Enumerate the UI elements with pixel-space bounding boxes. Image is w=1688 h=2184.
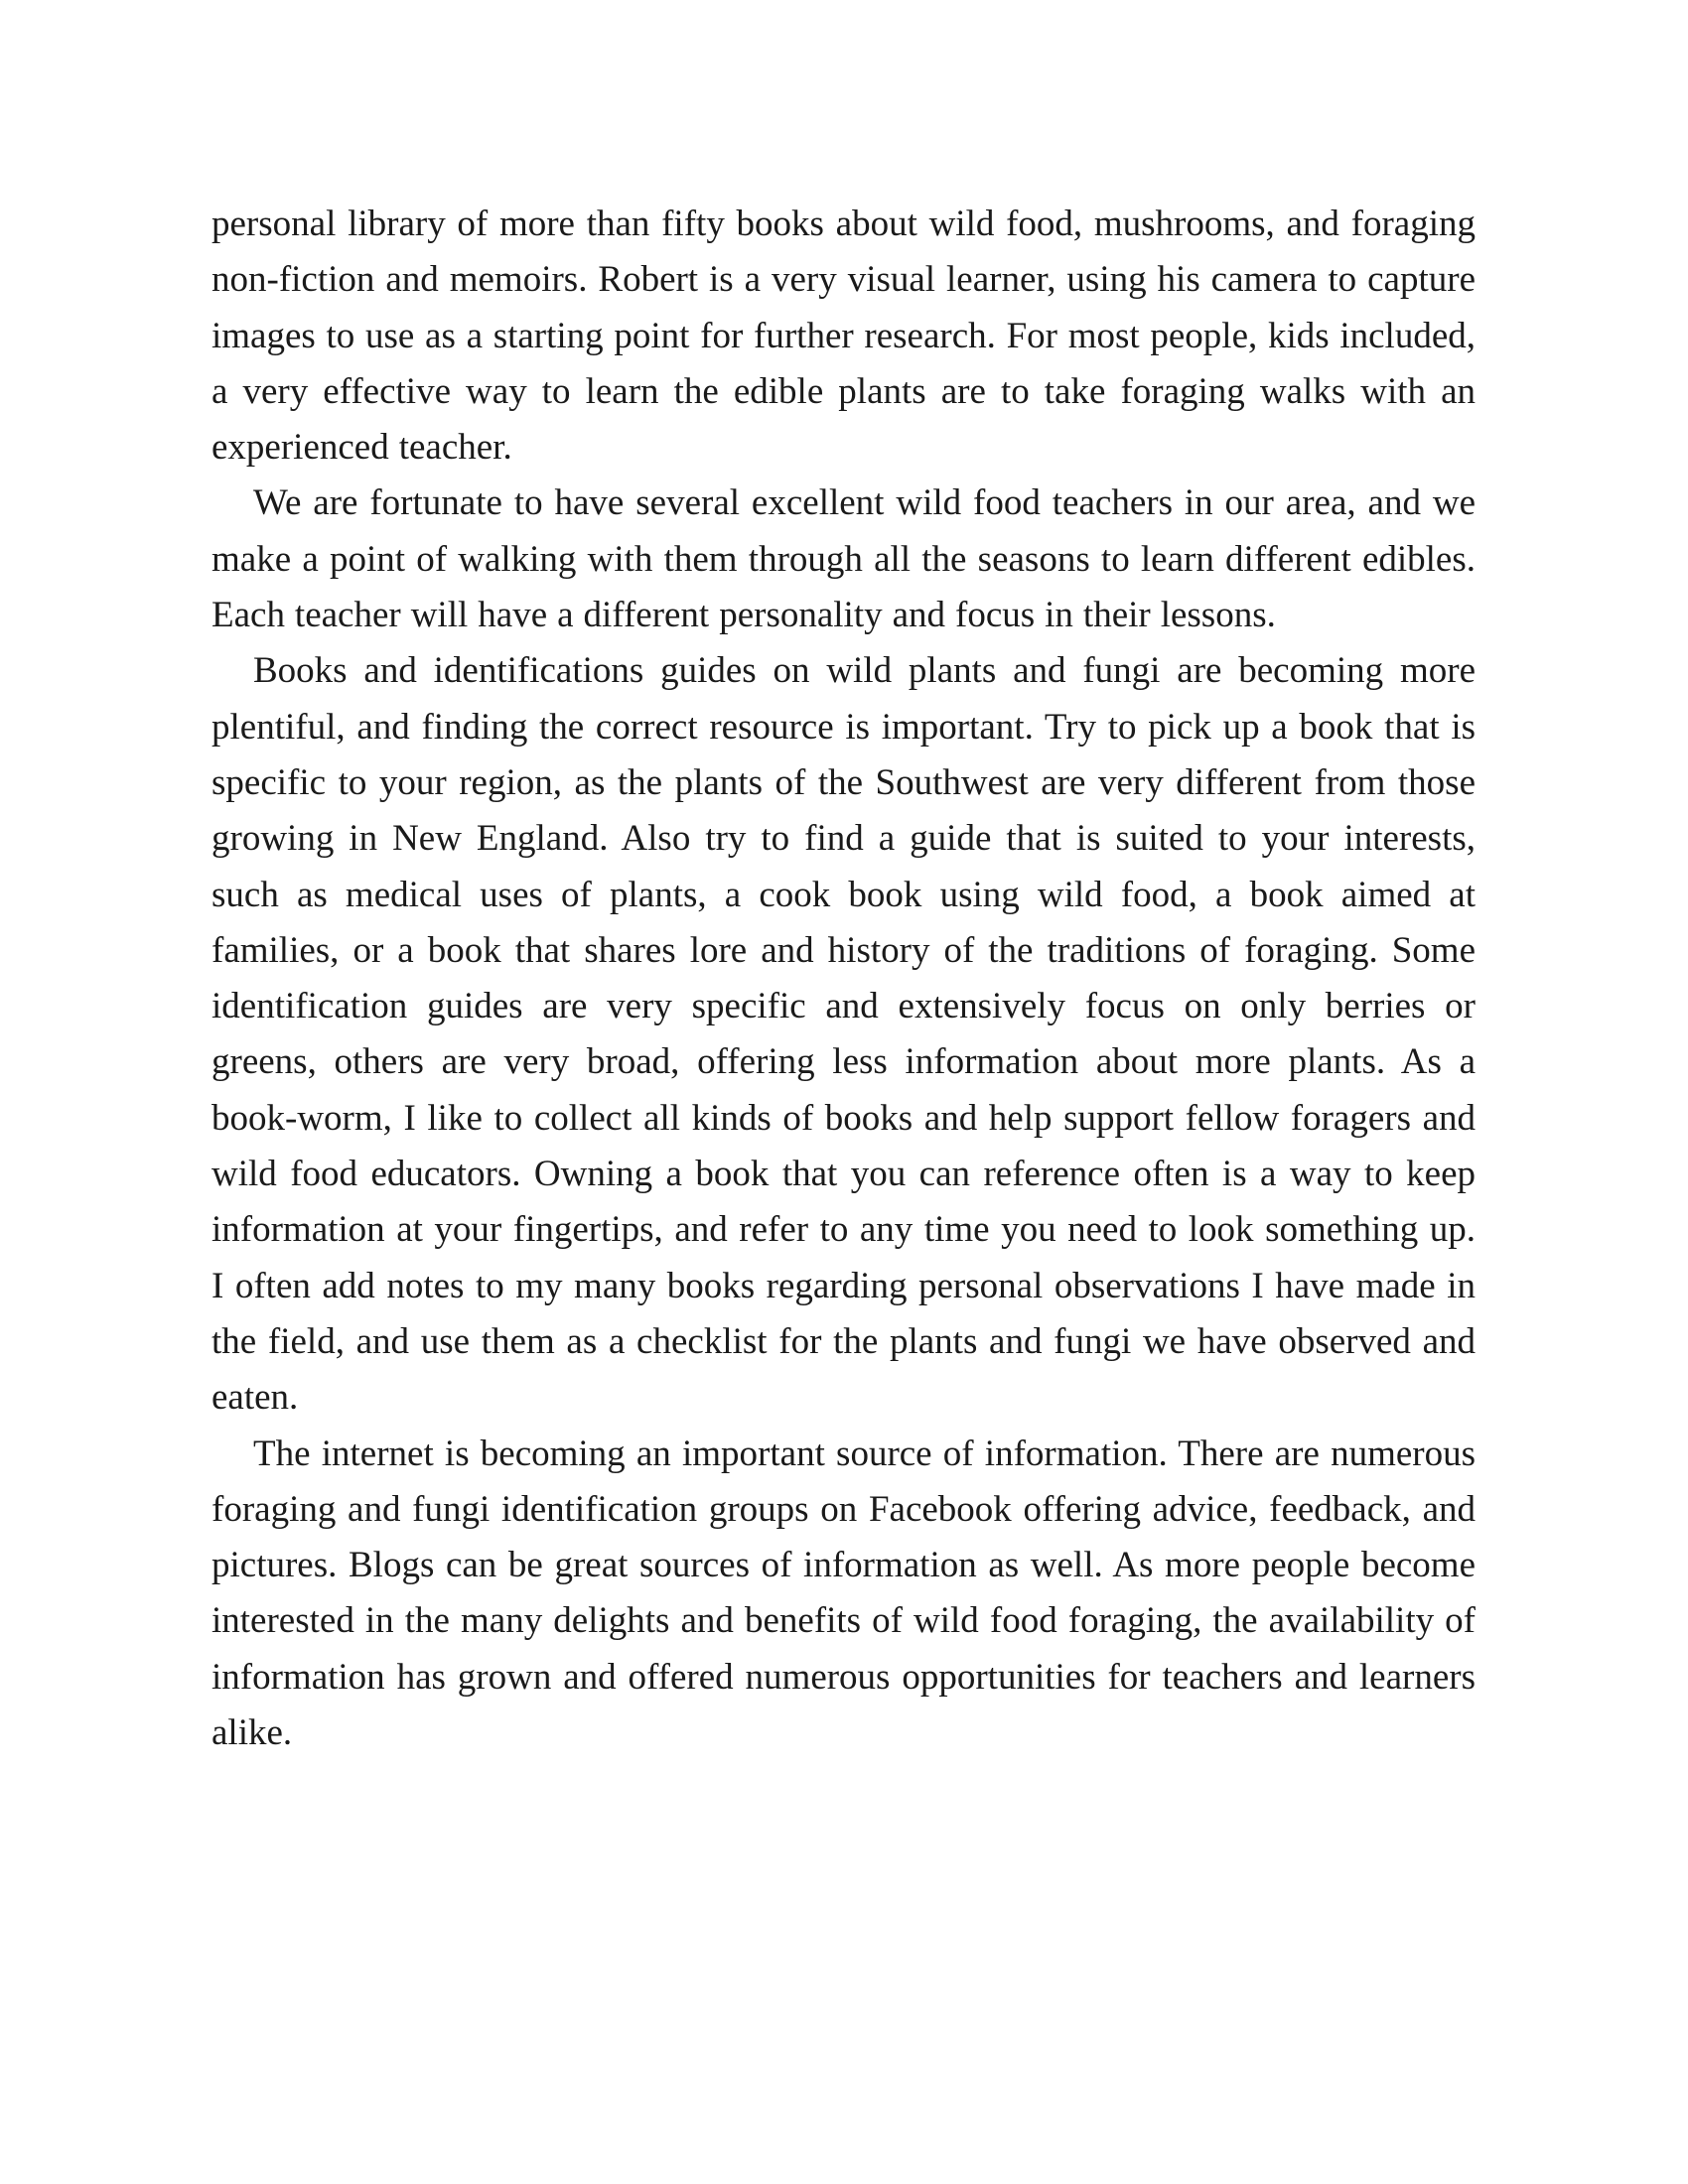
paragraph-continuation: personal library of more than fifty books about wild food, mushrooms, and foraging non-fiction and memoirs. Robert is a very visual learner, using his camera to capture images to use as a starting point for further research. For most people, kids included, a very effective way to learn the edible plants are to take foraging walks with an experienced teacher.	[211, 204, 1476, 469]
paragraph-books-and-guides: Books and identifications guides on wild plants and fungi are becoming more plentiful, and finding the correct resource is important. Try to pick up a book that is specific to your region, as the plants of the Southwest are very different from those growing in New England. Also try to find a guide that is suited to your interests, such as medical uses of plants, a cook book using wild food, a book aimed at families, or a book that shares lore and history of the traditions of foraging. Some identification guides are very specific and extensively focus on only berries or greens, others are very broad, offering less information about more plants. As a book-worm, I like to collect all kinds of books and help support fellow foragers and wild food educators. Owning a book that you can reference often is a way to keep information at your fingertips, and refer to any time you need to look something up. I often add notes to my many books regarding personal observations I have made in the field, and use them as a checklist for the plants and fungi we have observed and eaten.	[211, 650, 1476, 1419]
paragraph-wild-food-teachers: We are fortunate to have several excellent wild food teachers in our area, and we make a point of walking with them through all the seasons to learn different edibles. Each teacher will have a different personality and focus in their lessons.	[211, 482, 1476, 636]
paragraph-internet-sources: The internet is becoming an important source of information. There are numerous foraging and fungi identification groups on Facebook offering advice, feedback, and pictures. Blogs can be great sources of information as well. As more people become interested in the many delights and benefits of wild food foraging, the availability of information has grown and offered numerous opportunities for teachers and learners alike.	[211, 1433, 1476, 1754]
page-body	[211, 197, 1476, 1761]
